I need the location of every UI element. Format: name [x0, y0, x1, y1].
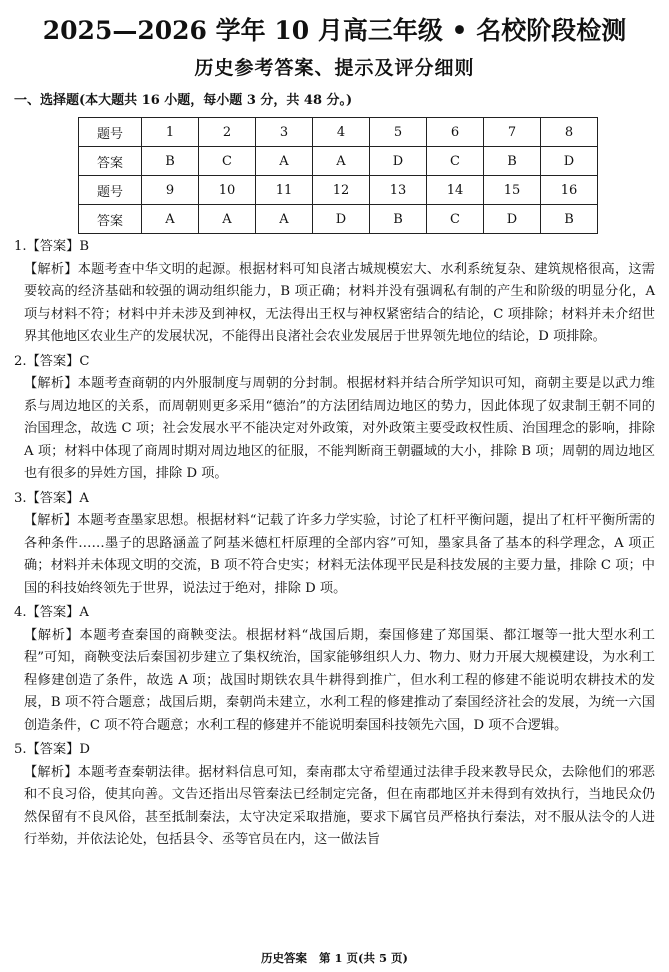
table-cell: B: [541, 205, 598, 234]
table-cell: A: [142, 205, 199, 234]
table-row-label: 题号: [79, 176, 142, 205]
table-cell: D: [313, 205, 370, 234]
answer-line: 2.【答案】C: [14, 353, 90, 369]
table-row-label: 答案: [79, 205, 142, 234]
document-subtitle: 历史参考答案、提示及评分细则: [194, 57, 475, 79]
table-cell: A: [313, 147, 370, 176]
table-cell: 13: [370, 176, 427, 205]
table-cell: C: [199, 147, 256, 176]
answer-line: 3.【答案】A: [14, 490, 89, 506]
table-cell: 6: [427, 118, 484, 147]
footer-subject: 历史答案: [261, 951, 308, 965]
table-cell: B: [370, 205, 427, 234]
table-cell: D: [484, 205, 541, 234]
table-cell: B: [142, 147, 199, 176]
table-cell: 2: [199, 118, 256, 147]
explanation-text: 【解析】本题考查中华文明的起源。根据材料可知良渚古城规模宏大、水利系统复杂、建筑规格很高，这需要较高的经济基础和较强的调动组织能力，B 项正确；材料并没有强调私有制的产生和阶级的明显分化，A 项与材料不符；材料中并未涉及到神权，无法得出王权与神权紧密结合的结论，C 项排除；材料并未介绍世界其他地区农业生产的发展状况，不能得出良渚社会农业发展居于世界领先地位的结论，D 项排除。: [24, 261, 655, 344]
exam-title: 2025—2026 学年 10 月高三年级 • 名校阶段检测: [42, 16, 627, 45]
table-cell: 10: [199, 176, 256, 205]
table-cell: D: [541, 147, 598, 176]
table-cell: A: [256, 205, 313, 234]
table-cell: 16: [541, 176, 598, 205]
table-cell: 14: [427, 176, 484, 205]
table-cell: A: [199, 205, 256, 234]
table-cell: 9: [142, 176, 199, 205]
question-item: [14, 351, 655, 486]
question-item: [14, 739, 655, 852]
table-cell: C: [427, 147, 484, 176]
table-cell: 11: [256, 176, 313, 205]
table-cell: 3: [256, 118, 313, 147]
table-row-question-numbers: [79, 118, 598, 147]
table-cell: 4: [313, 118, 370, 147]
explanation-text: 【解析】本题考查商朝的内外服制度与周朝的分封制。根据材料并结合所学知识可知，商朝主要是以武力维系与周边地区的关系，而周朝则更多采用“德治”的方法团结周边地区的势力，因此体现了奴隶制王朝不同的治国理念，故选 C 项；社会发展水平不能决定对外政策，对外政策主要受政权性质、治国理念的影响，排除 A 项；材料中体现了商周时期对周边地区的征服，不能判断商王朝疆域的大小，排除 B 项；周朝的周边地区也有很多的异姓方国，排除 D 项。: [24, 376, 655, 481]
question-item: [14, 488, 655, 601]
table-cell: 1: [142, 118, 199, 147]
section-heading: 一、选择题(本大题共 16 小题，每小题 3 分，共 48 分。): [14, 93, 353, 108]
answer-table: [78, 117, 598, 234]
page-footer: [0, 950, 669, 966]
table-row-label: 答案: [79, 147, 142, 176]
question-item: [14, 236, 655, 349]
answer-line: 4.【答案】A: [14, 605, 89, 620]
table-row-answers: [79, 205, 598, 234]
explanation-text: 【解析】本题考查墨家思想。根据材料“记载了许多力学实验，讨论了杠杆平衡问题，提出了杠杆平衡所需的各种条件……墨子的思路涵盖了阿基米德杠杆原理的全部内容”可知，墨家具备了基本的科学理念，A 项正确；材料并未体现文明的交流，B 项不符合史实；材料无法体现平民是科技发展的主要力量，排除 C 项；中国的科技始终领先于世界，说法过于绝对，排除 D 项。: [24, 513, 655, 596]
table-row-answers: [79, 147, 598, 176]
table-cell: 7: [484, 118, 541, 147]
answer-line: 5.【答案】D: [14, 742, 90, 757]
table-cell: 8: [541, 118, 598, 147]
table-cell: B: [484, 147, 541, 176]
table-cell: D: [370, 147, 427, 176]
question-list: [14, 236, 655, 852]
table-cell: 12: [313, 176, 370, 205]
explanation-text: 【解析】本题考查秦国的商鞅变法。根据材料“战国后期，秦国修建了郑国渠、都江堰等一批大型水利工程”可知，商鞅变法后秦国初步建立了集权统治，国家能够组织人力、物力、财力开展大规模建设，为水利工程修建创造了条件，故选 A 项；战国时期铁农具牛耕得到推广，但水利工程的修建不能说明农耕技术的发展，B 项不符合题意；战国后期，秦朝尚未建立，水利工程的修建推动了秦国经济社会的发展，为统一六国创造条件，C 项不符合题意；水利工程的修建并不能说明秦国科技领先六国，D 项不合逻辑。: [24, 627, 655, 733]
footer-page-number: 第 1 页(共 5 页): [319, 951, 408, 965]
table-row-question-numbers: [79, 176, 598, 205]
question-item: [14, 602, 655, 737]
table-row-label: 题号: [79, 118, 142, 147]
table-cell: C: [427, 205, 484, 234]
table-cell: A: [256, 147, 313, 176]
explanation-text: 【解析】本题考查秦朝法律。据材料信息可知，秦南郡太守希望通过法律手段来教导民众，去除他们的邪恶和不良习俗，使其向善。文告还指出尽管秦法已经制定完备，但在南郡地区并未得到有效执行，当地民众仍然保留有不良风俗，甚至抵制秦法，太守决定采取措施，要求下属官员严格执行秦法，对不服从法令的人进行举劾，并依法论处，包括县令、丞等官员在内，这一做法旨: [24, 764, 655, 847]
table-cell: 5: [370, 118, 427, 147]
table-cell: 15: [484, 176, 541, 205]
answer-line: 1.【答案】B: [14, 239, 90, 254]
